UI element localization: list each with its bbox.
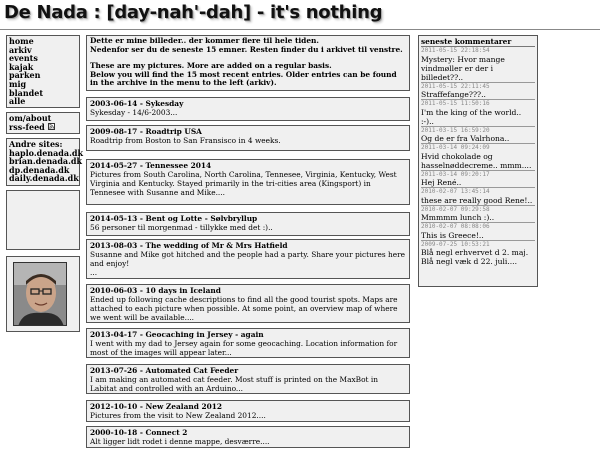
post-more[interactable]: ... — [90, 268, 98, 277]
comment-time: 2011-05-15 22:18:54 — [421, 47, 490, 54]
post-title[interactable]: 2013-08-03 - The wedding of Mr & Mrs Hatfield — [90, 241, 288, 250]
post-summary: Pictures from the visit to New Zealand 2012.... — [90, 411, 266, 420]
rss-icon[interactable] — [48, 123, 55, 130]
comment-time: 2011-03-15 16:59:20 — [421, 126, 490, 134]
about-box — [6, 112, 80, 134]
nav-item-mig[interactable]: mig — [9, 78, 27, 89]
comment-item[interactable] — [421, 127, 535, 145]
comment-item[interactable] — [421, 223, 535, 241]
post-title[interactable]: 2013-04-17 - Geocaching in Jersey - again — [90, 330, 264, 339]
avatar[interactable] — [13, 262, 67, 326]
comment-time: 2011-05-15 22:11:45 — [421, 82, 490, 90]
comment-time: 2010-02-07 13:45:14 — [421, 188, 490, 195]
post-summary: Roadtrip from Boston to San Fransisco in 4 weeks. — [90, 136, 281, 145]
nav-item-arkiv[interactable]: arkiv — [9, 44, 32, 55]
post-summary: 56 personer til morgenmad - tillykke med det :).. — [90, 223, 273, 232]
nav-item-parken[interactable]: parken — [9, 70, 41, 81]
intro-english-2: Below you will find the 15 most recent entries. Older entries can be found in the archive in the menu to the left (arkiv). — [90, 69, 397, 88]
recent-comments — [418, 35, 538, 287]
post-title[interactable]: 2014-05-27 - Tennessee 2014 — [90, 161, 212, 170]
comment-text[interactable]: Hej René.. — [421, 178, 462, 187]
intro-english-1: These are my pictures. More are added on a regular basis. — [90, 61, 332, 71]
intro-danish-2: Nedenfor ser du de seneste 15 emner. Resten finder du i arkivet til venstre. — [90, 44, 403, 54]
post-summary: Sykesday - 14/6-2003... — [90, 108, 178, 117]
post-item[interactable] — [86, 328, 410, 358]
intro-danish-1: Dette er mine billeder.. der kommer flere til hele tiden. — [90, 36, 319, 45]
other-sites-heading: Andre sites: — [9, 139, 63, 149]
post-item[interactable] — [86, 284, 410, 323]
comment-time: 2011-03-14 09:24:09 — [421, 144, 490, 151]
comment-text[interactable]: Straffefange???.. — [421, 90, 486, 99]
post-item[interactable] — [86, 400, 410, 422]
comment-time: 2011-05-15 11:50:16 — [421, 100, 490, 107]
comment-item[interactable] — [421, 188, 535, 206]
comment-time: 2009-07-25 10:53:21 — [421, 240, 490, 248]
comment-item[interactable] — [421, 144, 535, 171]
comment-text[interactable]: I'm the king of the world.. :-).. — [421, 107, 522, 126]
comment-text[interactable]: Og de er fra Valrhona.. — [421, 134, 510, 143]
post-title[interactable]: 2003-06-14 - Sykesday — [90, 99, 184, 108]
rss-link[interactable]: rss-feed — [9, 121, 45, 132]
nav-item-kajak[interactable]: kajak — [9, 61, 34, 72]
post-item[interactable] — [86, 364, 410, 394]
post-title[interactable]: 2009-08-17 - Roadtrip USA — [90, 127, 202, 136]
nav-item-blandet[interactable]: blandet — [9, 87, 44, 98]
site-header — [0, 0, 600, 30]
comments-heading: seneste kommentarer — [421, 37, 535, 47]
post-summary: Ended up following cache descriptions to find all the good tourist spots. Maps are attached to each picture when possible. At some point, an overview map of where we went will be available.... — [90, 295, 398, 322]
about-link[interactable]: om/about — [9, 113, 52, 123]
post-item[interactable] — [86, 426, 410, 448]
comment-text[interactable]: Hvid chokolade og hasselnøddecreme.. mmm.... — [421, 151, 532, 170]
empty-sidebar-box — [6, 190, 80, 250]
post-item[interactable] — [86, 159, 410, 205]
post-summary: I went with my dad to Jersey again for some geocaching. Location information for most of the images will appear later... — [90, 339, 398, 357]
comment-text[interactable]: Blå negl erhvervet d 2. maj. Blå negl væk d 22. juli.... — [421, 248, 529, 266]
post-item[interactable] — [86, 212, 410, 236]
post-item[interactable] — [86, 125, 410, 151]
site-link-dp[interactable]: dp.denada.dk — [9, 164, 70, 175]
site-link-daily[interactable]: daily.denada.dk — [9, 173, 79, 184]
nav-item-alle[interactable]: alle — [9, 96, 26, 107]
comment-item[interactable] — [421, 83, 535, 101]
other-sites-box — [6, 138, 83, 186]
post-summary: I am making an automated cat feeder. Most stuff is printed on the MaxBot in Labitat and controlled with an Arduino... — [90, 375, 378, 393]
post-summary: Pictures from South Carolina, North Carolina, Tennesee, Virginia, Kentucky, West Virginia and Kentucky. Stayed primarily in the tri-cities area (Kingsport) in Tennesee with Susanne and Mike.... — [90, 170, 397, 197]
comment-time: 2011-03-14 09:20:17 — [421, 170, 490, 178]
post-item[interactable] — [86, 97, 410, 121]
comment-text[interactable]: Mmmmm lunch :).. — [421, 213, 495, 222]
comment-text[interactable]: This is Greece!.. — [421, 230, 484, 240]
post-title[interactable]: 2013-07-26 - Automated Cat Feeder — [90, 366, 239, 375]
nav-item-home[interactable]: home — [9, 36, 34, 46]
comment-item[interactable] — [421, 171, 535, 189]
post-summary: Susanne and Mike got hitched and the people had a party. Share your pictures here and enjoy! — [90, 250, 405, 268]
comment-text[interactable]: these are really good Rene!.. — [421, 195, 533, 205]
post-title[interactable]: 2000-10-18 - Connect 2 — [90, 428, 188, 437]
intro-box — [86, 35, 410, 91]
post-summary: Alt ligger lidt rodet i denne mappe, desværre.... — [90, 437, 270, 446]
comment-item[interactable] — [421, 47, 535, 83]
comment-item[interactable] — [421, 241, 535, 267]
post-item[interactable] — [86, 239, 410, 279]
comment-item[interactable] — [421, 100, 535, 127]
site-link-haplo[interactable]: haplo.denada.dk — [9, 147, 83, 158]
nav-item-events[interactable]: events — [9, 53, 38, 64]
comment-time: 2010-02-07 09:29:58 — [421, 205, 490, 213]
nav-menu — [6, 35, 80, 108]
header-divider — [0, 29, 600, 30]
comment-text[interactable]: Mystery: Hvor mange vindmøller er der i billedet??.. — [421, 54, 505, 82]
site-link-brian[interactable]: brian.denada.dk — [9, 156, 83, 167]
post-title[interactable]: 2014-05-13 - Bent og Lotte - Sølvbryllup — [90, 214, 258, 223]
comment-time: 2010-02-07 08:08:06 — [421, 223, 490, 230]
comment-item[interactable] — [421, 206, 535, 224]
post-title[interactable]: 2010-06-03 - 10 days in Iceland — [90, 286, 221, 295]
post-title[interactable]: 2012-10-10 - New Zealand 2012 — [90, 402, 223, 411]
site-title[interactable]: De Nada : [day-nah'-dah] - it's nothing — [4, 2, 383, 23]
